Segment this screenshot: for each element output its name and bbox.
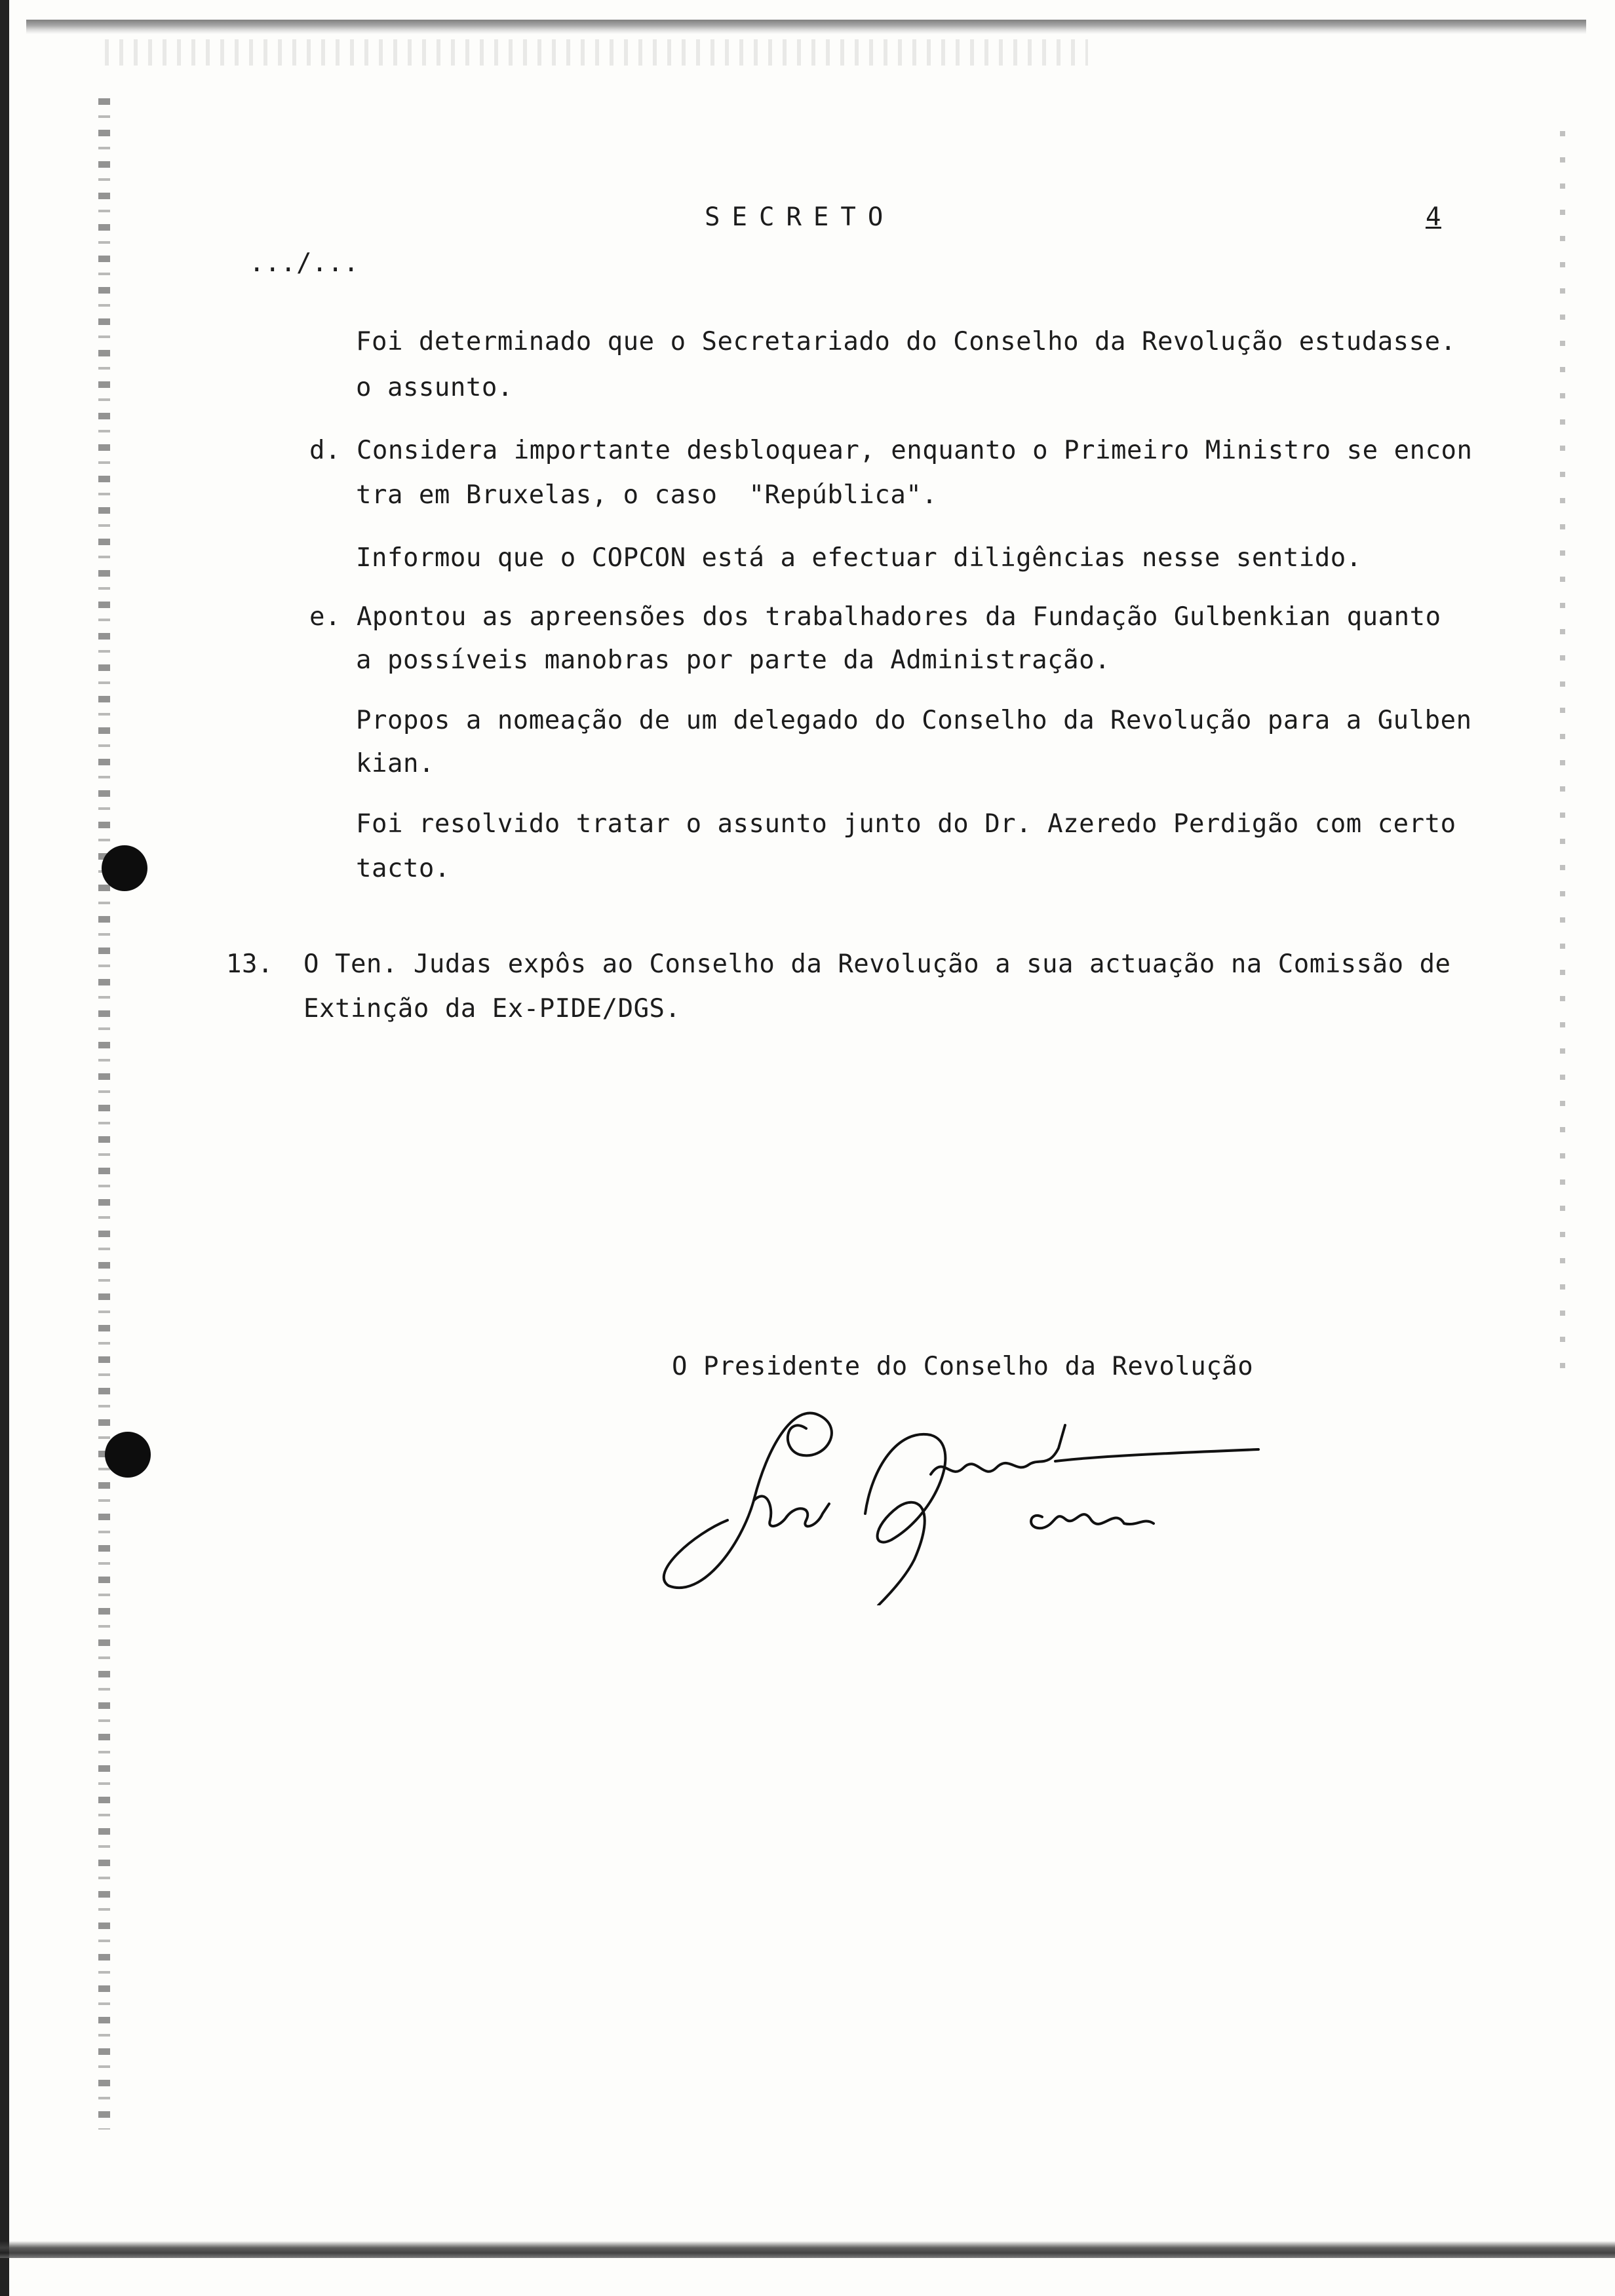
- scan-top-band: [26, 20, 1586, 34]
- item-e-line: kian.: [356, 749, 435, 778]
- handwritten-signature: [655, 1389, 1285, 1605]
- body-line: o assunto.: [356, 373, 513, 402]
- scan-left-binding: [98, 98, 110, 2130]
- scan-left-edge: [0, 0, 9, 2296]
- item-d-line: tra em Bruxelas, o caso "República".: [356, 480, 938, 510]
- item-d-line: Informou que o COPCON está a efectuar diligências nesse sentido.: [356, 543, 1362, 573]
- item-13-line: Extinção da Ex-PIDE/DGS.: [303, 994, 681, 1024]
- scan-bottom-band: [0, 2241, 1615, 2258]
- continuation-mark: .../...: [249, 248, 359, 278]
- punch-hole: [102, 845, 147, 891]
- item-e-line: Propos a nomeação de um delegado do Conselho da Revolução para a Gulben: [356, 706, 1472, 735]
- page-number: 4: [1426, 202, 1441, 232]
- item-number-13: 13.: [226, 949, 273, 979]
- body-line: Foi determinado que o Secretariado do Conselho da Revolução estudasse.: [356, 327, 1456, 356]
- item-e-line: Foi resolvido tratar o assunto junto do Dr. Azeredo Perdigão com certo: [356, 809, 1456, 839]
- scan-top-noise: [105, 39, 1088, 66]
- classification-label: SECRETO: [705, 202, 895, 232]
- punch-hole: [105, 1432, 151, 1478]
- item-d-line: d. Considera importante desbloquear, enquanto o Primeiro Ministro se encon: [309, 436, 1473, 465]
- item-e-line: e. Apontou as apreensões dos trabalhadores da Fundação Gulbenkian quanto: [309, 602, 1441, 632]
- scan-right-binding: [1560, 131, 1565, 1376]
- signature-title: O Presidente do Conselho da Revolução: [672, 1352, 1254, 1381]
- item-e-line: tacto.: [356, 854, 450, 883]
- item-e-line: a possíveis manobras por parte da Administração.: [356, 645, 1111, 675]
- item-13-line: O Ten. Judas expôs ao Conselho da Revolução a sua actuação na Comissão de: [303, 949, 1451, 979]
